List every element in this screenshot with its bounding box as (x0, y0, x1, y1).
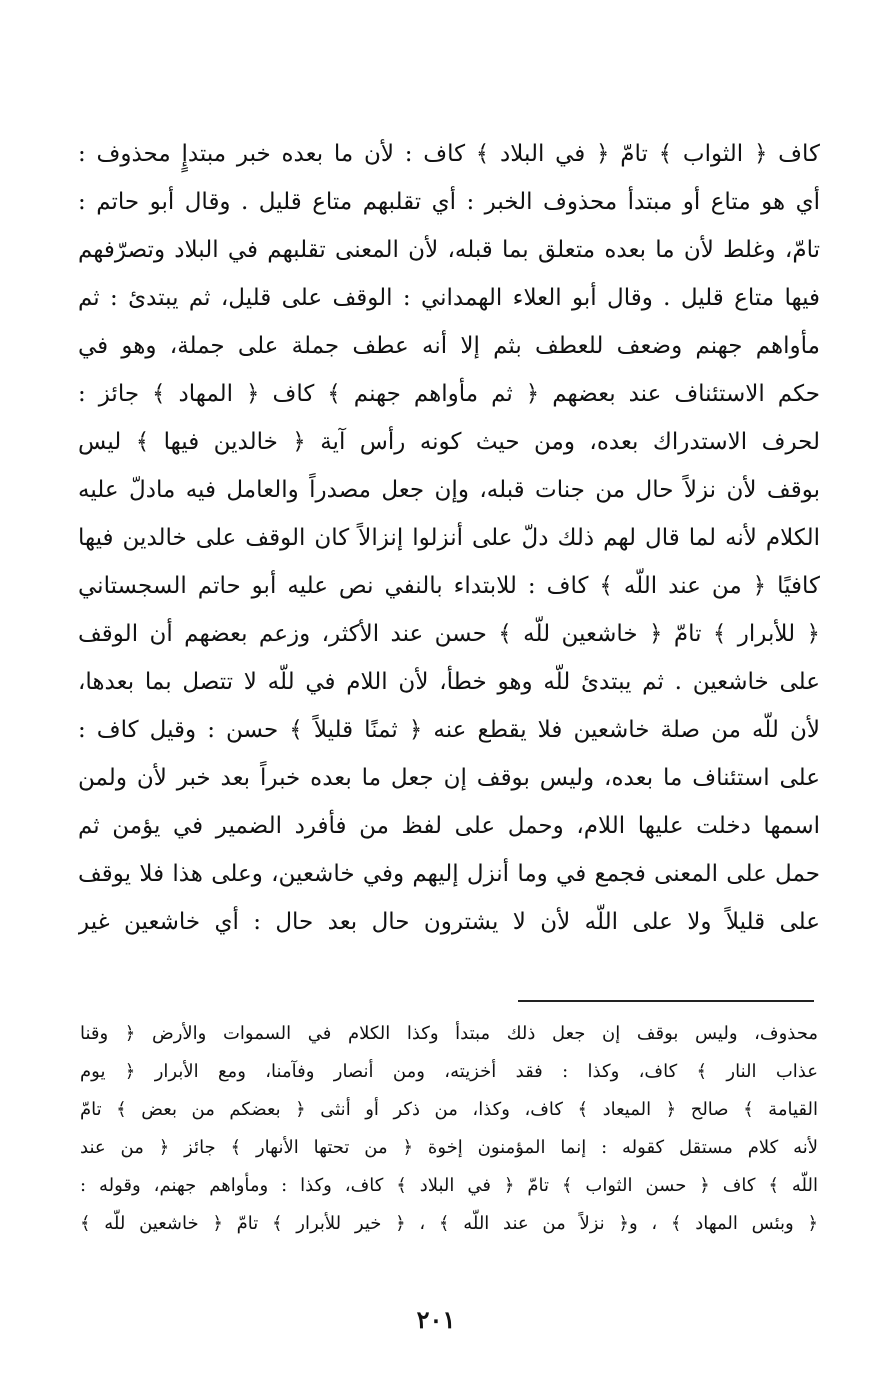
main-text-line-10: كافيًا ﴿ من عند اللّه ﴾ كاف : للابتداء بالنفي نص عليه أبو حاتم السجستاني (78, 573, 820, 599)
footnote-line-2: عذاب النار ﴾ كاف، وكذا : فقد أخزيته، ومن أنصار وفآمنا، ومع الأبرار ﴿ يوم (80, 1061, 818, 1082)
footnote-line-6: ﴿ وبئس المهاد ﴾ ، و﴿ نزلاً من عند اللّه ﴾ ، ﴿ خير للأبرار ﴾ تامّ ﴿ خاشعين للّه ﴾ (80, 1213, 818, 1234)
main-text-line-11: ﴿ للأبرار ﴾ تامّ ﴿ خاشعين للّه ﴾ حسن عند الأكثر، وزعم بعضهم أن الوقف (78, 621, 820, 647)
main-text-line-4: فيها متاع قليل . وقال أبو العلاء الهمداني : الوقف على قليل، ثم يبتدئ : ثم (78, 285, 820, 311)
main-text-line-3: تامّ، وغلط لأن ما بعده متعلق بما قبله، لأن المعنى تقلبهم في البلاد وتصرّفهم (78, 237, 820, 263)
page-number: ٢٠١ (416, 1305, 456, 1334)
main-text-line-14: على استئناف ما بعده، وليس بوقف إن جعل ما بعده خبراً بعد خبر لأن ولمن (78, 765, 820, 791)
main-text-line-7: لحرف الاستدراك بعده، ومن حيث كونه رأس آية ﴿ خالدين فيها ﴾ ليس (78, 429, 820, 455)
main-text-line-2: أي هو متاع أو مبتدأ محذوف الخبر : أي تقلبهم متاع قليل . وقال أبو حاتم : (78, 189, 820, 215)
footnote-separator (518, 1000, 814, 1002)
main-text-line-5: مأواهم جهنم وضعف للعطف بثم إلا أنه عطف جملة على جملة، وهو في (78, 333, 820, 359)
main-text-line-8: بوقف لأن نزلاً حال من جنات قبله، وإن جعل مصدراً والعامل فيه مادلّ عليه (78, 477, 820, 503)
footnotes-block (80, 1015, 818, 1243)
footnote-line-1: محذوف، وليس بوقف إن جعل ذلك مبتدأ وكذا الكلام في السموات والأرض ﴿ وقنا (80, 1023, 818, 1044)
main-text-block (78, 130, 820, 946)
main-text-line-12: على خاشعين . ثم يبتدئ للّه وهو خطأ، لأن اللام في للّه لا تتصل بما بعدها، (78, 669, 820, 695)
footnote-line-3: القيامة ﴾ صالح ﴿ الميعاد ﴾ كاف، وكذا، من ذكر أو أنثى ﴿ بعضكم من بعض ﴾ تامّ (80, 1099, 818, 1120)
main-text-line-17: على قليلاً ولا على اللّه لأن لا يشترون حال بعد حال : أي خاشعين غير (78, 909, 820, 935)
main-text-line-15: اسمها دخلت عليها اللام، وحمل على لفظ من فأفرد الضمير في يؤمن ثم (78, 813, 820, 839)
main-text-line-9: الكلام لأنه لما قال لهم ذلك دلّ على أنزلوا إنزالاً كان الوقف على خالدين فيها (78, 525, 820, 551)
footnote-line-5: اللّه ﴾ كاف ﴿ حسن الثواب ﴾ تامّ ﴿ في البلاد ﴾ كاف، وكذا : ومأواهم جهنم، وقوله : (80, 1175, 818, 1196)
main-text-line-16: حمل على المعنى فجمع في وما أنزل إليهم وفي خاشعين، وعلى هذا فلا يوقف (78, 861, 820, 887)
main-text-line-13: لأن للّه من صلة خاشعين فلا يقطع عنه ﴿ ثمنًا قليلاً ﴾ حسن : وقيل كاف : (78, 717, 820, 743)
main-text-line-1: كاف ﴿ الثواب ﴾ تامّ ﴿ في البلاد ﴾ كاف : لأن ما بعده خبر مبتدإٍ محذوف : (78, 141, 820, 167)
footnote-line-4: لأنه كلام مستقل كقوله : إنما المؤمنون إخوة ﴿ من تحتها الأنهار ﴾ جائز ﴿ من عند (80, 1137, 818, 1158)
main-text-line-6: حكم الاستئناف عند بعضهم ﴿ ثم مأواهم جهنم ﴾ كاف ﴿ المهاد ﴾ جائز : (78, 381, 820, 407)
